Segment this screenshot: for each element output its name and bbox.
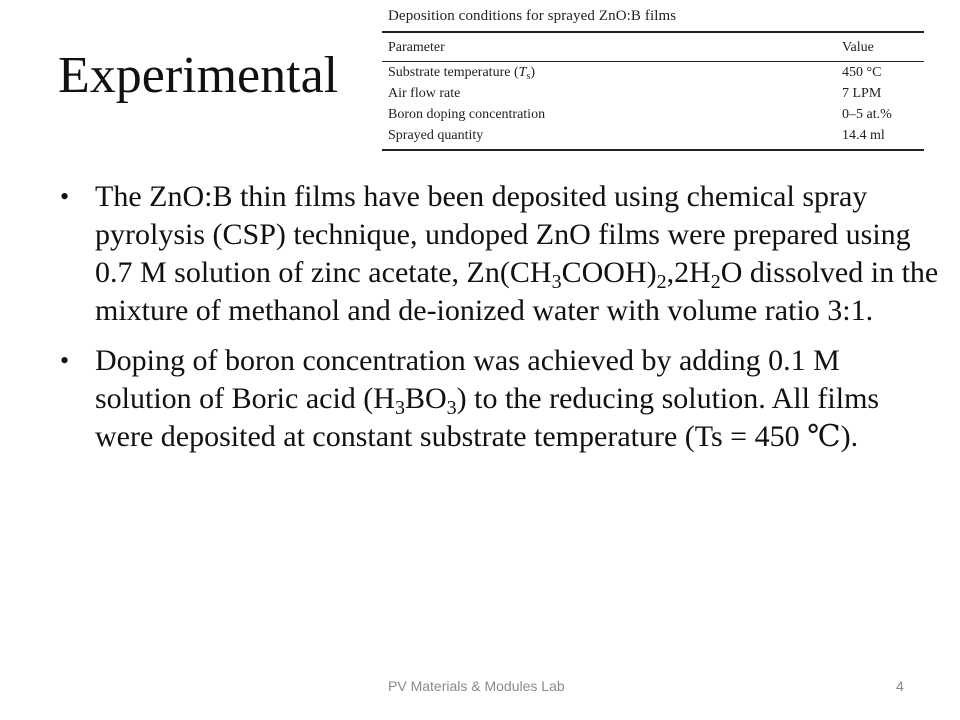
row-value: 0–5 at.% [842,107,892,122]
table-header-row [382,32,924,62]
bullet-item: • The ZnO:B thin films have been deposited using chemical spray pyrolysis (CSP) technique, undoped ZnO films were prepared using 0.7 M solution of zinc acetate, $Zn(CH_3COOH)_2,2H_2O$ dissolved in the mixture of methanol and de-ionized water with volume ratio 3:1. [60,180,939,327]
row-parameter: Substrate temperature $(T_s)$ [388,65,535,82]
row-value: 14.4 ml [836,125,924,150]
bullet-marker: • [60,346,70,375]
table-row [382,62,924,84]
slide-title: Experimental [58,47,339,104]
table-row [382,104,924,125]
footer-text: PV Materials & Modules Lab [388,678,565,694]
row-parameter: Boron doping concentration [388,107,546,122]
bullet-item: • Doping of boron concentration was achieved by adding 0.1 M solution of Boric acid $(H_3BO_3)$ to the reducing solution. All films were deposited at constant substrate temperature (Ts = 450 ℃). [60,344,880,453]
row-value: 7 LPM [842,86,882,101]
header-parameter: Parameter [382,32,836,62]
page-number: 4 [896,678,904,694]
header-value: Value [836,32,924,62]
row-parameter: Sprayed quantity [382,125,836,150]
conditions-table [382,31,924,151]
table-row [382,83,924,104]
row-value: 450 °C [842,65,882,80]
table-caption: Deposition conditions for sprayed ZnO:B films [388,8,677,24]
bullet-marker: • [60,182,70,211]
bullet-list [60,178,940,468]
deposition-conditions-table [382,8,924,151]
table-row [382,125,924,150]
row-parameter: Air flow rate [388,86,461,101]
